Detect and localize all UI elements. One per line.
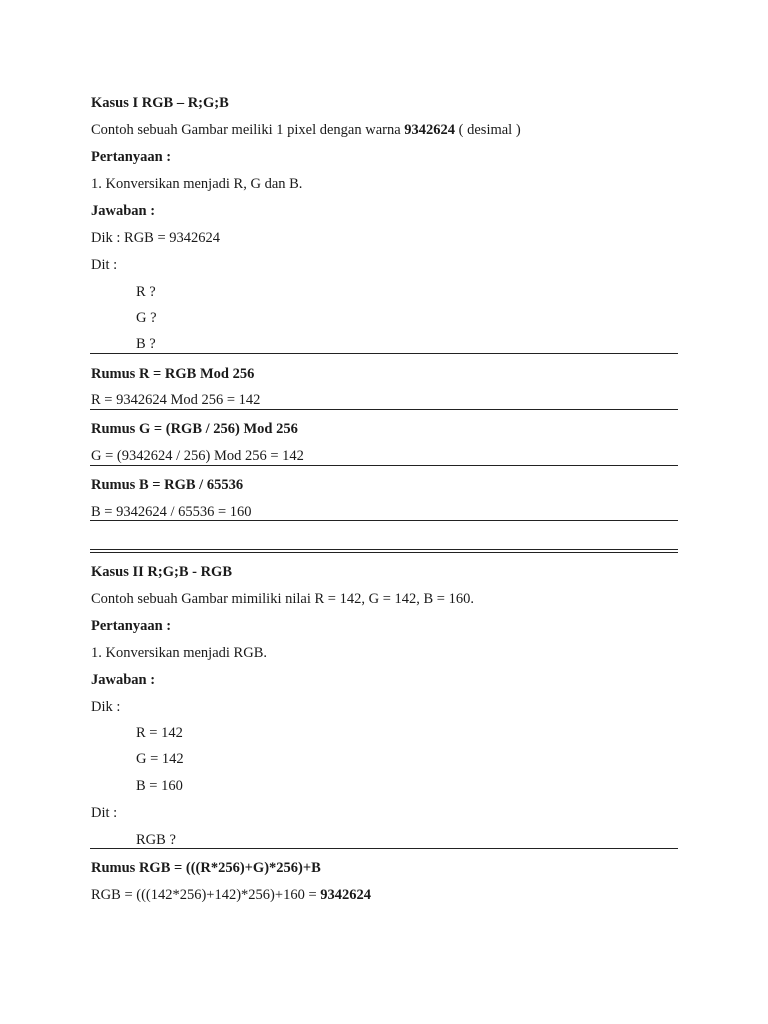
case2-formula-calc-text: RGB = (((142*256)+142)*256)+160 = <box>91 887 321 903</box>
case1-formula-r-title: Rumus R = RGB Mod 256 <box>91 366 255 382</box>
case1-dik: Dik : RGB = 9342624 <box>91 230 221 246</box>
case1-formula-g-title: Rumus G = (RGB / 256) Mod 256 <box>91 421 298 437</box>
case1-dit: Dit : <box>91 257 118 273</box>
case2-formula-title: Rumus RGB = (((R*256)+G)*256)+B <box>91 860 321 876</box>
case1-answer-label: Jawaban : <box>91 203 156 219</box>
divider <box>90 848 678 849</box>
case2-answer-label: Jawaban : <box>91 672 156 688</box>
case1-question-label: Pertanyaan : <box>91 149 172 165</box>
case2-known-g: G = 142 <box>136 751 184 767</box>
case2-question-label: Pertanyaan : <box>91 618 172 634</box>
case1-unknown-b: B ? <box>136 336 156 352</box>
divider <box>90 520 678 521</box>
case1-formula-b-title: Rumus B = RGB / 65536 <box>91 477 244 493</box>
case1-unknown-g: G ? <box>136 310 157 326</box>
case1-intro-suffix: ( desimal ) <box>455 122 521 138</box>
case2-dik: Dik : <box>91 699 121 715</box>
case2-intro: Contoh sebuah Gambar mimiliki nilai R = 142, G = 142, B = 160. <box>91 591 474 607</box>
case1-formula-g-calc: G = (9342624 / 256) Mod 256 = 142 <box>91 448 304 464</box>
case2-dit: Dit : <box>91 805 118 821</box>
case1-formula-r-calc: R = 9342624 Mod 256 = 142 <box>91 392 261 408</box>
case2-formula-calc <box>91 886 371 904</box>
case1-unknown-r: R ? <box>136 284 156 300</box>
case1-question: 1. Konversikan menjadi R, G dan B. <box>91 176 303 192</box>
divider <box>90 353 678 354</box>
divider <box>90 465 678 466</box>
case1-title: Kasus I RGB – R;G;B <box>91 95 229 111</box>
case2-title: Kasus II R;G;B - RGB <box>91 564 232 580</box>
case1-intro-value: 9342624 <box>404 122 456 138</box>
case2-known-r: R = 142 <box>136 725 183 741</box>
case1-formula-b-calc: B = 9342624 / 65536 = 160 <box>91 504 252 520</box>
divider <box>90 409 678 410</box>
case2-known-b: B = 160 <box>136 778 183 794</box>
case2-unknown: RGB ? <box>136 832 176 848</box>
case2-question: 1. Konversikan menjadi RGB. <box>91 645 267 661</box>
case1-intro <box>91 121 521 139</box>
case1-intro-text: Contoh sebuah Gambar meiliki 1 pixel dengan warna <box>91 122 405 138</box>
section-double-divider <box>90 549 678 553</box>
case2-formula-result: 9342624 <box>320 887 371 903</box>
